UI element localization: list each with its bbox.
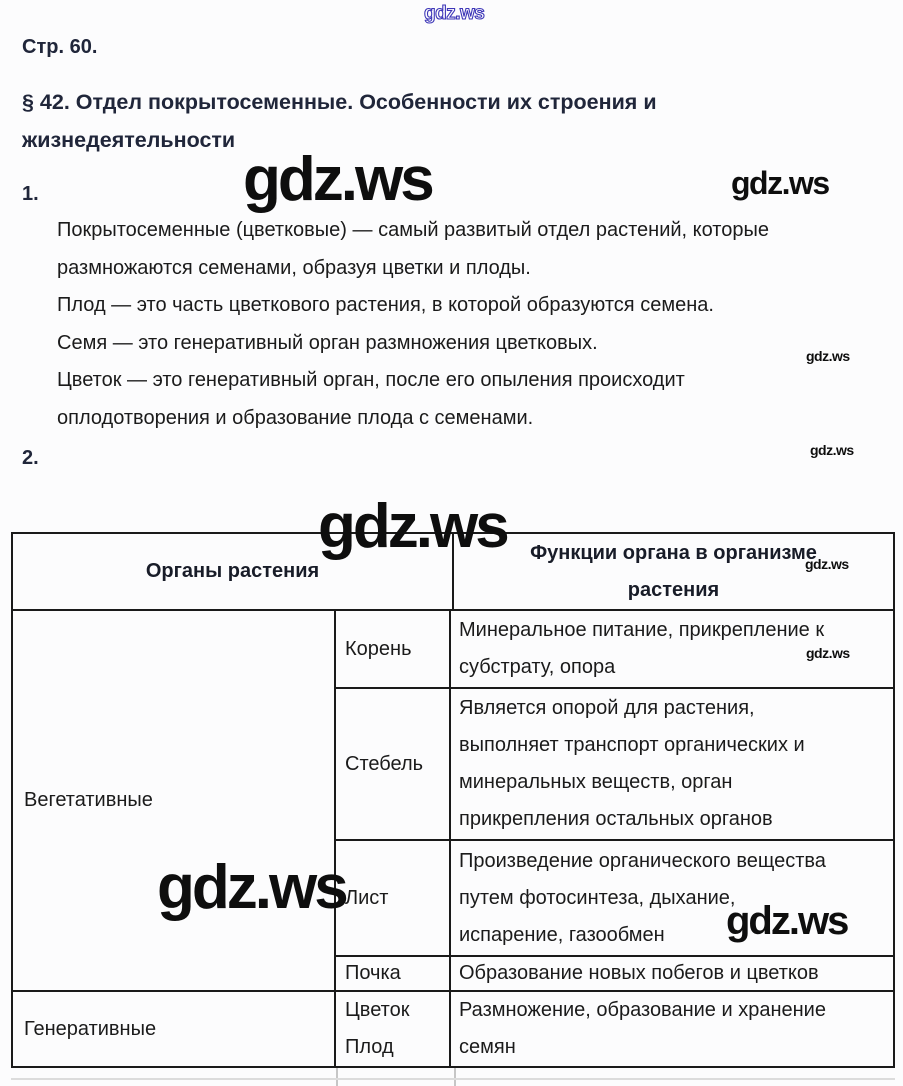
watermark-gdzws-medium-1: gdz.ws [731,165,829,201]
answer-1-line: Цветок — это генеративный орган, после его опыления происходит [57,369,685,391]
watermark-gdzws-large-2: gdz.ws [318,492,507,561]
group-name-generative: Генеративные [13,992,336,1066]
organs-functions-table [11,532,895,1068]
organ-line: Плод [345,1036,394,1058]
watermark-gdzws-small-1: gdz.ws [806,348,850,364]
function-cell-generative [451,992,893,1066]
function-line: испарение, газообмен [459,923,665,946]
table-continuation-line [336,1068,338,1086]
function-line: Размножение, образование и хранение [459,999,826,1021]
watermark-gdzws-large-3: gdz.ws [157,853,346,922]
table-row [336,689,893,841]
table-row [336,992,893,1066]
organ-cell-stebel: Стебель [336,689,451,839]
function-line: путем фотосинтеза, дыхание, [459,886,736,909]
answer-1-line: Плод — это часть цветкового растения, в которой образуются семена. [57,294,714,316]
answer-1-line: размножаются семенами, образуя цветки и плоды. [57,256,531,279]
function-line: Произведение органического вещества [459,849,826,872]
function-line: Образование новых побегов и цветков [459,962,819,984]
watermark-gdzws-medium-2: gdz.ws [726,899,848,943]
section-heading-line-1: § 42. Отдел покрытосеменные. Особенности их строения и [22,90,657,114]
answer-1-line: Покрытосеменные (цветковые) — самый развитый отдел растений, которые [57,219,769,241]
section-heading-line-2: жизнедеятельности [22,127,236,152]
function-line: семян [459,1036,516,1058]
table-header-organs: Органы растения [13,534,454,609]
function-line: субстрату, опора [459,656,616,678]
organ-cell-list: Лист [336,841,451,955]
organ-line: Цветок [345,999,410,1021]
watermark-gdzws-top-icon: gdz.ws [424,3,485,24]
answer-1-line: оплодотворения и образование плода с семенами. [57,406,534,429]
function-line: Является опорой для растения, [459,697,755,719]
group-name-vegetative: Вегетативные [13,611,336,990]
watermark-gdzws-small-3: gdz.ws [805,556,849,572]
function-cell-stebel [451,689,893,839]
table-group-generative [13,992,893,1066]
answer-1-number: 1. [22,183,39,205]
watermark-gdzws-small-4: gdz.ws [806,645,850,661]
function-cell-pochka [451,957,893,990]
organ-cell-koren: Корень [336,611,451,687]
table-row [336,957,893,990]
organ-cell-pochka: Почка [336,957,451,990]
answer-2-number: 2. [22,447,39,469]
function-line: прикрепления остальных органов [459,808,773,830]
page-label: Стр. 60. [22,36,98,58]
answer-1-line: Семя — это генеративный орган размножения цветковых. [57,331,598,354]
function-line: Минеральное питание, прикрепление к [459,619,825,641]
generative-subrows [336,992,893,1066]
function-line: выполняет транспорт органических и [459,734,805,756]
watermark-gdzws-small-2: gdz.ws [810,442,854,458]
function-line: минеральных веществ, орган [459,771,733,793]
table-continuation-line [11,1078,895,1080]
table-header-functions-line: растения [627,578,720,601]
answer-1-text [57,212,769,437]
organ-cell-cvetok-plod [336,992,451,1066]
watermark-gdzws-large-1: gdz.ws [243,145,432,214]
table-continuation-line [454,1068,456,1086]
table-header-functions-line: Функции органа в организме [530,541,817,564]
